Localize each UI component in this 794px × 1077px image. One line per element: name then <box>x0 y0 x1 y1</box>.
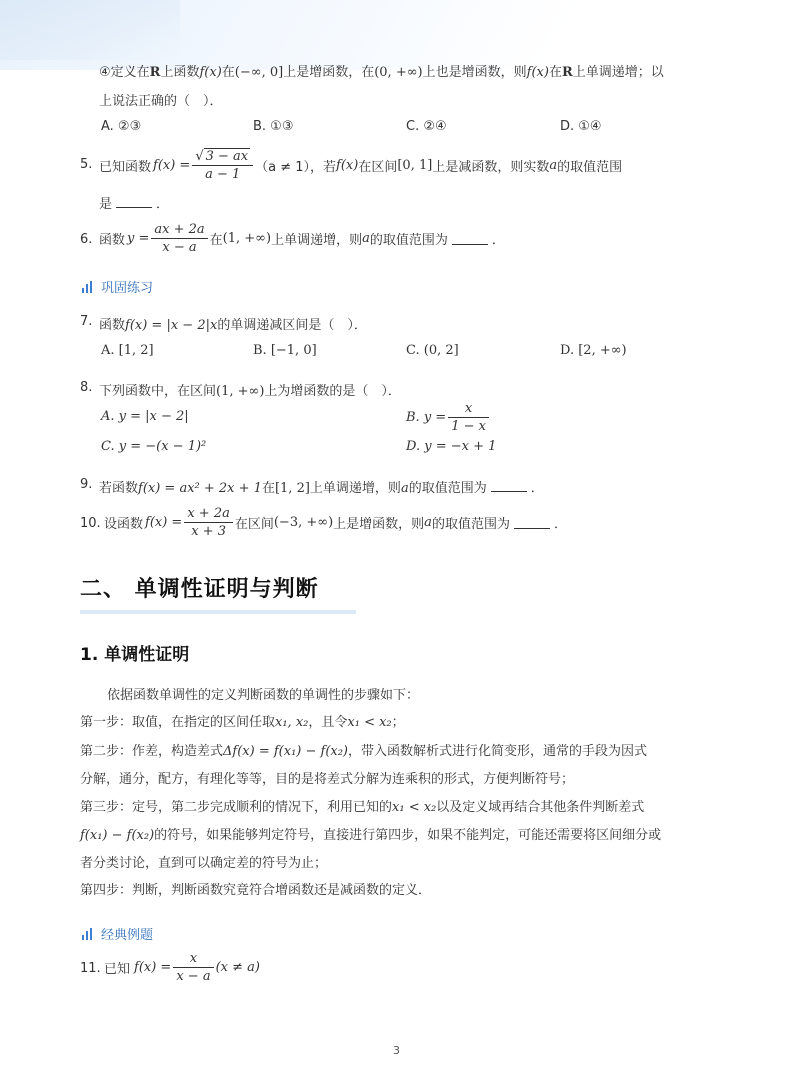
q8-option-a: A. y = |x − 2| <box>101 409 189 424</box>
page-number: 3 <box>393 1044 400 1057</box>
proof-step2: 第二步：作差，构造差式Δf(x) = f(x₁) − f(x₂)，带入函数解析式进行化简变形，通常的手段为因式 <box>80 744 648 759</box>
q5-fraction: $\frac{√ 3 - ax}{a - 1}$ <box>192 148 253 183</box>
answer-blank <box>491 480 527 492</box>
q7-option-b: B. [−1, 0] <box>253 343 317 358</box>
q10-line: 设函数 f(x) = $\frac{x + 2a}{x + 3}$ 在区间 (−3, +∞) 上是增函数，则 a 的取值范围为 ． <box>104 506 567 539</box>
proof-step2-cont: 分解，通分，配方，有理化等等，目的是将差式分解为连乘积的形式，方便判断符号； <box>80 772 575 787</box>
q10-number: 10. <box>80 516 101 531</box>
proof-step4: 第四步：判断，判断函数究竟符合增函数还是减函数的定义． <box>80 883 432 898</box>
q5-line1: 已知函数 f(x) = $\frac{√ 3 - ax}{a - 1}$ （a ≠ 1），若 f(x) 在区间 [0, 1] 上是减函数，则实数 a 的取值范围 <box>99 149 623 182</box>
q7-number: 7. <box>80 314 93 329</box>
chapter-underline <box>80 610 356 614</box>
subsection-title: 1. 单调性证明 <box>80 645 190 665</box>
q8-option-b: B. y = $\frac{x}{1 - x}$ <box>406 400 491 435</box>
q4-option-c: C. ②④ <box>406 119 447 134</box>
header-decoration <box>0 0 180 60</box>
q8-option-c: C. y = −(x − 1)² <box>101 439 207 454</box>
q8-option-d: D. y = −x + 1 <box>406 439 497 454</box>
q11-fraction: $\frac{x}{x - a}$ <box>173 950 213 985</box>
q10-fraction: $\frac{x + 2a}{x + 3}$ <box>184 505 233 540</box>
chapter-title: 二、 单调性证明与判断 <box>80 577 319 602</box>
q6-line: 函数 y = $\frac{ax + 2a}{x - a}$ 在 (1, +∞) 上单调递增，则 a 的取值范围为 ． <box>99 222 505 255</box>
proof-intro: 依据函数单调性的定义判断函数的单调性的步骤如下： <box>107 688 420 703</box>
proof-step3-cont2: 者分类讨论，直到可以确定差的符号为止； <box>80 856 328 871</box>
q7-option-a: A. [1, 2] <box>101 343 154 358</box>
proof-step3-cont: f(x₁) − f(x₂)的符号，如果能够判定符号，直接进行第四步，如果不能判定，可能还需要将区间细分或 <box>80 828 662 843</box>
proof-step1: 第一步：取值，在指定的区间任取x₁, x₂，且令x₁ < x₂； <box>80 715 405 730</box>
q7-option-c: C. (0, 2] <box>406 343 459 358</box>
q9-line: 若函数f(x) = ax² + 2x + 1在[1, 2]上单调递增，则a的取值范围为 ． <box>99 481 544 496</box>
q8-line: 下列函数中，在区间(1, +∞)上为增函数的是（ ）． <box>99 384 401 399</box>
q5-line2: 是 ． <box>99 197 170 212</box>
section-practice: 巩固练习 <box>82 277 153 296</box>
answer-blank <box>452 233 488 245</box>
q11-line: 已知 f(x) = $\frac{x}{x - a}$ (x ≠ a) <box>104 951 260 984</box>
q4-option-d: D. ①④ <box>560 119 602 134</box>
q6-fraction: $\frac{ax + 2a}{x - a}$ <box>151 221 207 256</box>
q11-number: 11. <box>80 961 101 976</box>
answer-blank <box>514 517 550 529</box>
q4-line1: ④定义在R上函数f(x)在(−∞, 0]上是增函数，在(0, +∞)上也是增函数，则f(x)在R上单调递增；以 <box>99 65 664 80</box>
q4-option-b: B. ①③ <box>253 119 294 134</box>
proof-step3: 第三步：定号，第二步完成顺利的情况下，利用已知的x₁ < x₂以及定义域再结合其他条件判断差式 <box>80 800 645 815</box>
q6-number: 6. <box>80 232 93 247</box>
bar-chart-icon <box>82 928 92 940</box>
q9-number: 9. <box>80 477 93 492</box>
bar-chart-icon <box>82 281 92 293</box>
q7-option-d: D. [2, +∞) <box>560 343 627 358</box>
q7-line: 函数f(x) = |x − 2|x的单调递减区间是（ ）． <box>99 318 367 333</box>
q4-line2: 上说法正确的（ ）． <box>99 94 223 109</box>
q4-option-a: A. ②③ <box>101 119 142 134</box>
answer-blank <box>116 196 152 208</box>
section-examples: 经典例题 <box>82 924 153 943</box>
q5-number: 5. <box>80 157 93 172</box>
q8-number: 8. <box>80 380 93 395</box>
